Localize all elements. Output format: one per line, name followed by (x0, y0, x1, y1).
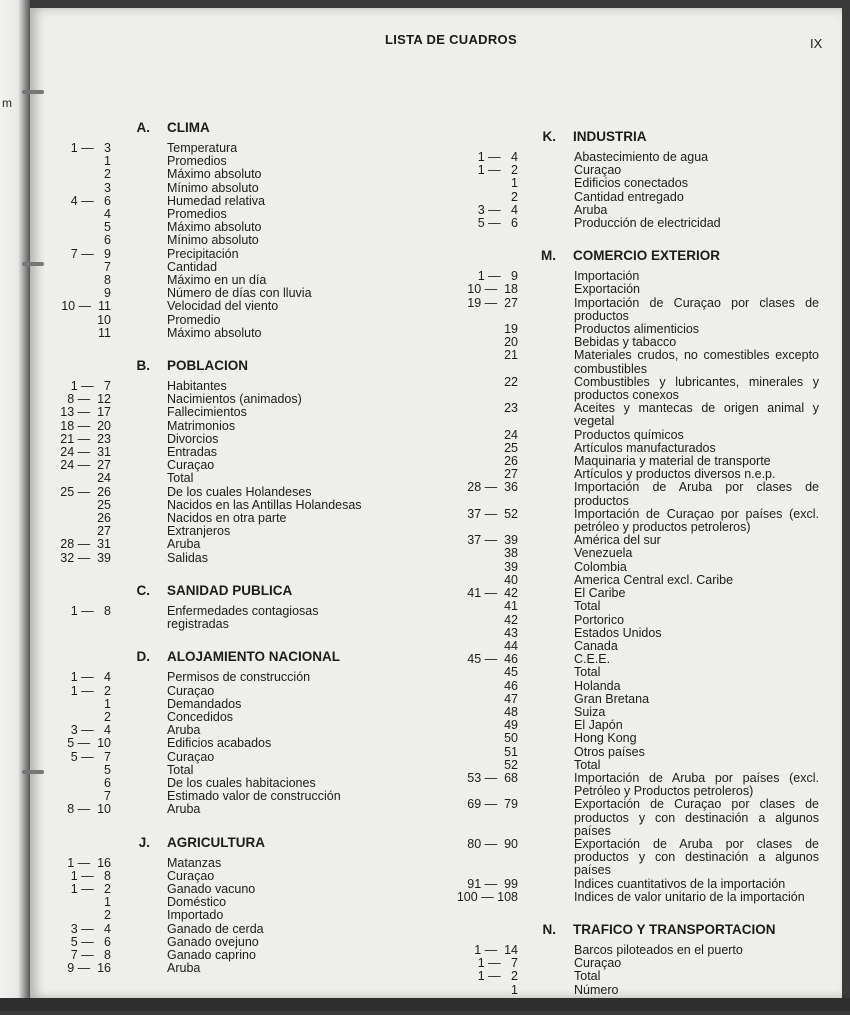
table-number-range: 37 — 52 (467, 506, 518, 521)
table-number-range: 1 (511, 176, 518, 191)
table-list-entry (430, 746, 820, 759)
table-list-entry (40, 685, 380, 698)
table-list-entry (40, 420, 380, 433)
table-list-entry (430, 878, 820, 891)
table-list-entry (430, 680, 820, 693)
table-list-entry (40, 406, 380, 419)
table-number-range: 7 (104, 259, 111, 274)
table-title: Productos alimenticios (574, 322, 700, 337)
table-list-entry (430, 376, 820, 402)
section (40, 358, 380, 565)
table-number-range: 1 — 2 (477, 163, 518, 178)
table-number-range: 1 — 3 (70, 141, 111, 155)
table-title: Productos químicos (574, 427, 684, 442)
table-title: Curaçao (167, 868, 215, 883)
table-title: Fallecimientos (167, 405, 247, 420)
table-title: Habitantes (167, 379, 227, 394)
table-title: Estados Unidos (574, 625, 662, 640)
table-title: Precipitación (167, 246, 239, 261)
table-title: Holanda (574, 678, 621, 693)
table-list-entry (430, 561, 820, 574)
table-number-range: 6 (104, 775, 111, 790)
table-title: Importación de Curaçao por países (excl. petróleo y productos petroleros) (574, 506, 819, 535)
table-title: Curaçao (574, 163, 622, 178)
table-title: Total (574, 599, 601, 614)
table-number-range: 20 (504, 335, 518, 350)
table-number-range: 28 — 31 (60, 537, 111, 552)
table-title: Aruba (167, 723, 201, 738)
table-title: Curaçao (167, 683, 215, 698)
table-number-range: 25 (504, 440, 518, 455)
table-title: Ganado caprino (167, 947, 256, 962)
table-number-range: 1 — 2 (70, 683, 111, 698)
table-list-entry (40, 962, 380, 975)
table-title: Ganado de cerda (167, 921, 264, 936)
table-number-range: 24 (504, 427, 518, 442)
table-number-range: 48 (504, 704, 518, 719)
table-title: C.E.E. (574, 652, 611, 667)
table-list-entry (40, 459, 380, 472)
table-title: Importado (167, 908, 224, 923)
table-list-entry (430, 706, 820, 719)
section-letter: D. (136, 649, 150, 665)
table-list-entry (40, 909, 380, 922)
table-title: Mínimo absoluto (167, 233, 259, 248)
table-title: Entradas (167, 445, 218, 460)
table-number-range: 24 (97, 471, 111, 486)
table-number-range: 24 — 31 (60, 445, 111, 460)
table-list-entry (430, 297, 820, 323)
table-number-range: 91 — 99 (467, 876, 518, 891)
table-title: Combustibles y lubricantes, minerales y productos conexos (574, 374, 819, 403)
table-number-range: 1 (104, 696, 111, 711)
table-number-range: 26 (97, 511, 111, 526)
table-title: Ganado vacuno (167, 881, 256, 896)
table-title: Producción de electricidad (574, 216, 721, 231)
table-number-range: 3 — 4 (70, 921, 111, 936)
section (40, 649, 380, 816)
table-list-entry (40, 870, 380, 883)
table-title: Divorcios (167, 431, 219, 446)
table-title: Aruba (167, 537, 201, 552)
table-number-range: 25 — 26 (60, 484, 111, 499)
table-title: Otros países (574, 744, 645, 759)
table-number-range: 40 (504, 572, 518, 587)
table-title: Total (167, 471, 194, 486)
table-title: Aruba (167, 961, 201, 976)
table-number-range: 1 (511, 982, 518, 997)
section (430, 248, 820, 904)
table-number-range: 44 (504, 638, 518, 653)
table-title: Artículos y productos diversos n.e.p. (574, 467, 776, 482)
table-title: El Japón (574, 718, 623, 733)
table-title: Nacidos en otra parte (167, 511, 287, 526)
table-list-entry (40, 472, 380, 485)
table-title: Materiales crudos, no comestibles excepto combustibles (574, 348, 819, 376)
table-number-range: 1 — 2 (70, 881, 111, 896)
table-number-range: 21 — 23 (60, 431, 111, 446)
table-list-entry (430, 614, 820, 627)
table-number-range: 27 (504, 467, 518, 482)
table-number-range: 10 — 18 (467, 282, 518, 297)
table-number-range: 5 — 7 (70, 749, 111, 764)
table-list-entry (430, 653, 820, 666)
table-number-range: 4 (104, 207, 111, 222)
section-heading (40, 835, 380, 851)
table-list-entry (430, 984, 820, 997)
section-letter: C. (136, 582, 150, 598)
table-list-entry (430, 587, 820, 600)
table-list-entry (430, 627, 820, 640)
table-title: Humedad relativa (167, 193, 265, 208)
table-number-range: 9 — 16 (67, 961, 111, 976)
section-letter: M. (541, 248, 556, 264)
table-list-entry (430, 732, 820, 745)
table-number-range: 43 (504, 625, 518, 640)
table-number-range: 1 — 4 (70, 670, 111, 685)
table-title: Cantidad (167, 259, 218, 274)
table-list-entry (430, 693, 820, 706)
table-title: Abastecimiento de agua (574, 150, 709, 164)
table-number-range: 2 (104, 908, 111, 923)
table-title: Exportación (574, 282, 641, 297)
table-list-entry (430, 838, 820, 878)
table-title: Exportación de Aruba por clases de productos y con destinación a algunos países (574, 836, 819, 878)
table-title: Total (574, 757, 601, 772)
table-number-range: 1 (104, 895, 111, 910)
table-title: Salidas (167, 550, 208, 565)
table-number-range: 1 — 8 (70, 868, 111, 883)
table-title: Aruba (574, 202, 608, 217)
table-list-entry (40, 803, 380, 816)
table-list-entry (430, 666, 820, 679)
table-list-entry (430, 283, 820, 296)
table-title: Concedidos (167, 709, 234, 724)
table-title: Canada (574, 638, 618, 653)
table-list-entry (40, 552, 380, 565)
table-number-range: 3 — 4 (70, 723, 111, 738)
section-title: POBLACION (167, 358, 248, 374)
table-title: Colombia (574, 559, 627, 574)
table-number-range: 53 — 68 (467, 770, 518, 785)
table-list-entry (40, 857, 380, 870)
section (430, 922, 820, 997)
section-title: SANIDAD PUBLICA (167, 582, 293, 598)
section-letter: B. (136, 358, 150, 374)
table-title: Suiza (574, 704, 606, 719)
table-number-range: 25 (97, 497, 111, 512)
table-number-range: 2 (104, 167, 111, 182)
section (40, 835, 380, 976)
table-title: Total (167, 762, 194, 777)
table-title: Curaçao (574, 956, 622, 971)
table-title: Promedios (167, 207, 227, 222)
table-number-range: 10 (97, 312, 111, 327)
table-number-range: 8 — 12 (67, 392, 111, 407)
section-title: AGRICULTURA (167, 834, 265, 850)
section (40, 583, 380, 631)
table-list-entry (40, 698, 380, 711)
table-title: Curaçao (167, 749, 215, 764)
table-list-entry (430, 508, 820, 534)
table-title: Importación de Aruba por países (excl. Petróleo y Productos petroleros) (574, 770, 819, 799)
table-number-range: 5 — 6 (477, 216, 518, 231)
table-title: El Caribe (574, 586, 626, 601)
table-title: Importación (574, 269, 640, 284)
table-number-range: 69 — 79 (467, 797, 518, 812)
table-title: Máximo absoluto (167, 325, 262, 340)
table-title: Mínimo absoluto (167, 180, 259, 195)
page-number: IX (810, 36, 823, 51)
table-number-range: 80 — 90 (467, 836, 518, 851)
table-title: Doméstico (167, 895, 227, 910)
table-number-range: 5 (104, 762, 111, 777)
section-heading (430, 248, 820, 264)
table-title: Cantidad entregado (574, 189, 684, 204)
table-number-range: 6 (104, 233, 111, 248)
table-title: Matrimonios (167, 418, 236, 433)
table-title: Aceites y mantecas de origen animal y vegetal (574, 401, 819, 429)
table-list-entry (40, 486, 380, 499)
table-title: De los cuales habitaciones (167, 775, 316, 790)
table-number-range: 1 — 14 (474, 942, 518, 957)
table-list-entry (430, 891, 820, 904)
section-title: ALOJAMIENTO NACIONAL (167, 649, 341, 665)
table-number-range: 42 (504, 612, 518, 627)
table-number-range: 45 — 46 (467, 652, 518, 667)
table-list-entry (40, 936, 380, 949)
table-number-range: 41 — 42 (467, 586, 518, 601)
table-title: Enfermedades contagiosas registradas (167, 603, 319, 632)
table-list-entry (430, 759, 820, 772)
table-number-range: 8 (104, 273, 111, 288)
table-number-range: 50 (504, 731, 518, 746)
table-number-range: 7 — 8 (70, 947, 111, 962)
book-binding (0, 0, 30, 1011)
table-title: Curaçao (167, 458, 215, 473)
section (430, 129, 820, 230)
table-number-range: 1 — 7 (70, 379, 111, 394)
section-letter: N. (542, 921, 556, 937)
table-list-entry (430, 481, 820, 507)
table-number-range: 26 (504, 454, 518, 469)
table-number-range: 24 — 27 (60, 458, 111, 473)
table-title: America Central excl. Caribe (574, 572, 734, 587)
table-title: Edificios conectados (574, 176, 688, 191)
table-list-entry (40, 234, 380, 247)
table-number-range: 1 — 8 (70, 603, 111, 618)
table-number-range: 52 (504, 757, 518, 772)
table-list-entry (40, 538, 380, 551)
table-number-range: 5 (104, 220, 111, 235)
margin-fragment: m (2, 96, 12, 110)
table-number-range: 7 (104, 789, 111, 804)
table-list-entry (40, 248, 380, 261)
table-title: Promedio (167, 312, 221, 327)
table-title: Maquinaria y material de transporte (574, 454, 771, 469)
table-list-entry (40, 182, 380, 195)
table-list-entry (40, 605, 380, 631)
table-title: Venezuela (574, 546, 633, 561)
table-title: Importación de Aruba por clases de productos (574, 480, 819, 508)
section-heading (40, 120, 380, 136)
section-heading (40, 358, 380, 374)
table-list-entry (430, 772, 820, 798)
table-number-range: 2 (104, 709, 111, 724)
table-list-entry (40, 751, 380, 764)
table-number-range: 39 (504, 559, 518, 574)
table-number-range: 11 (98, 325, 111, 340)
table-number-range: 3 — 4 (477, 202, 518, 217)
table-number-range: 4 — 6 (70, 193, 111, 208)
table-title: Bebidas y tabacco (574, 335, 677, 350)
table-title: De los cuales Holandeses (167, 484, 312, 499)
table-list-entry (430, 547, 820, 560)
table-number-range: 32 — 39 (60, 550, 111, 565)
table-title: Temperatura (167, 141, 238, 155)
table-list-entry (40, 168, 380, 181)
table-title: Estimado valor de construcción (167, 789, 341, 804)
table-title: Indices de valor unitario de la importación (574, 889, 805, 904)
section-heading (40, 649, 380, 665)
table-number-range: 49 (504, 718, 518, 733)
section-letter: J. (138, 834, 150, 850)
table-title: Importación de Curaçao por clases de productos (574, 295, 819, 323)
table-title: Gran Bretana (574, 691, 650, 706)
left-column (40, 120, 380, 993)
right-column (430, 129, 820, 1015)
table-title: Demandados (167, 696, 242, 711)
table-list-entry (40, 314, 380, 327)
table-title: Barcos piloteados en el puerto (574, 942, 743, 957)
table-number-range: 5 — 10 (67, 736, 111, 751)
table-list-entry (430, 402, 820, 428)
table-title: Número (574, 982, 619, 997)
table-title: Artículos manufacturados (574, 440, 716, 455)
table-number-range: 46 (504, 678, 518, 693)
table-title: Promedios (167, 154, 227, 169)
table-title: Matanzas (167, 855, 222, 870)
table-number-range: 2 (511, 189, 518, 204)
table-title: Máximo en un día (167, 273, 267, 288)
table-title: Indices cuantitativos de la importación (574, 876, 786, 891)
table-title: Extranjeros (167, 524, 231, 539)
table-list-entry (430, 429, 820, 442)
table-title: Nacidos en las Antillas Holandesas (167, 497, 362, 512)
table-number-range: 1 (104, 154, 111, 169)
section-title: COMERCIO EXTERIOR (573, 248, 721, 264)
table-title: Hong Kong (574, 731, 637, 746)
table-number-range: 9 (104, 286, 111, 301)
page-title: LISTA DE CUADROS (385, 32, 517, 47)
table-list-entry (430, 798, 820, 838)
section-title: TRAFICO Y TRANSPORTACION (573, 921, 776, 937)
table-list-entry (430, 600, 820, 613)
table-number-range: 38 (504, 546, 518, 561)
table-number-range: 37 — 39 (467, 533, 518, 548)
binder-ring (22, 90, 44, 94)
section-heading (40, 583, 380, 599)
table-title: Permisos de construcción (167, 670, 311, 685)
table-number-range: 100 — 108 (456, 889, 518, 904)
table-title: Nacimientos (animados) (167, 392, 302, 407)
table-title: América del sur (574, 533, 661, 548)
table-title: Edificios acabados (167, 736, 272, 751)
table-list-entry (430, 349, 820, 375)
table-list-entry (430, 191, 820, 204)
section (40, 120, 380, 340)
table-title: Velocidad del viento (167, 299, 279, 314)
table-number-range: 1 — 9 (477, 269, 518, 284)
table-list-entry (430, 217, 820, 230)
table-title: Máximo absoluto (167, 167, 262, 182)
section-letter: K. (542, 129, 556, 144)
table-list-entry (40, 923, 380, 936)
table-list-entry (40, 300, 380, 313)
table-number-range: 23 (504, 401, 518, 416)
table-number-range: 18 — 20 (60, 418, 111, 433)
table-title: Portorico (574, 612, 625, 627)
table-number-range: 19 (504, 322, 518, 337)
table-number-range: 10 — 11 (61, 299, 111, 314)
table-list-entry (40, 764, 380, 777)
table-title: Ganado ovejuno (167, 934, 259, 949)
table-title: Máximo absoluto (167, 220, 262, 235)
table-title: Total (574, 665, 601, 680)
table-number-range: 22 (504, 374, 518, 389)
table-list-entry (430, 970, 820, 983)
table-number-range: 1 — 2 (477, 969, 518, 984)
table-number-range: 51 (504, 744, 518, 759)
table-number-range: 13 — 17 (60, 405, 111, 420)
table-number-range: 45 (504, 665, 518, 680)
section-title: INDUSTRIA (573, 129, 647, 144)
table-list-entry (40, 671, 380, 684)
table-title: Aruba (167, 802, 201, 817)
table-number-range: 19 — 27 (467, 295, 518, 310)
table-number-range: 1 — 7 (477, 956, 518, 971)
table-number-range: 27 (97, 524, 111, 539)
section-title: CLIMA (167, 120, 210, 135)
table-title: Exportación de Curaçao por clases de productos y con destinación a algunos países (574, 797, 819, 838)
section-heading (430, 922, 820, 938)
table-number-range: 1 — 16 (67, 855, 111, 870)
table-number-range: 5 — 6 (70, 934, 111, 949)
table-list-entry (40, 737, 380, 750)
table-list-entry (430, 177, 820, 190)
table-number-range: 3 (104, 180, 111, 195)
table-number-range: 7 — 9 (70, 246, 111, 261)
table-number-range: 47 (504, 691, 518, 706)
section-letter: A. (136, 120, 150, 135)
section-heading (430, 129, 820, 145)
table-number-range: 1 — 4 (477, 150, 518, 164)
table-title: Número de días con lluvia (167, 286, 312, 301)
table-title: Total (574, 969, 601, 984)
table-number-range: 8 — 10 (67, 802, 111, 817)
table-number-range: 21 (504, 348, 518, 363)
table-list-entry (40, 327, 380, 340)
table-number-range: 28 — 36 (467, 480, 518, 495)
table-number-range: 41 (504, 599, 518, 614)
